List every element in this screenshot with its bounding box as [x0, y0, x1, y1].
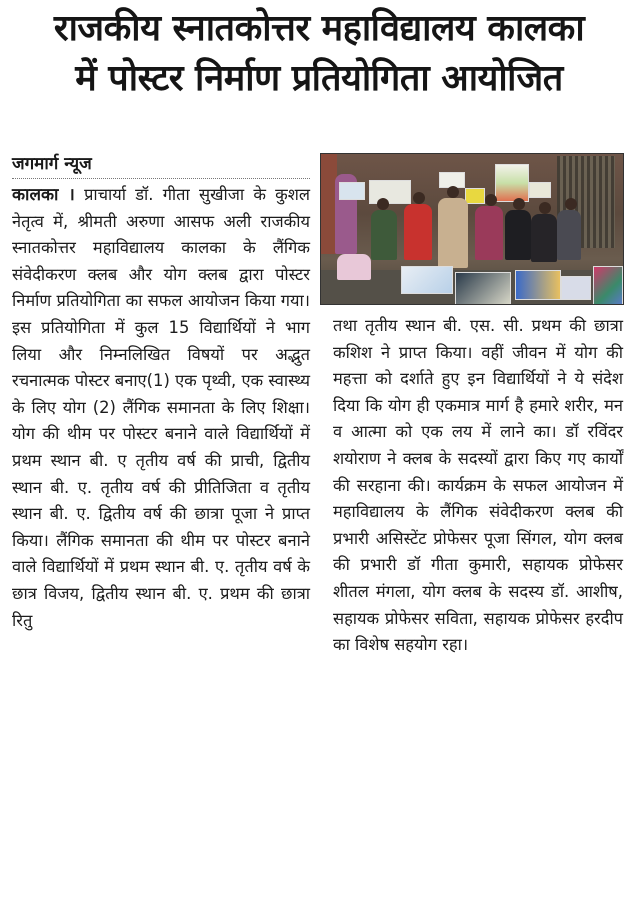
poster: [515, 270, 561, 300]
poster: [495, 164, 529, 202]
poster: [593, 266, 623, 305]
head: [413, 192, 425, 204]
head: [447, 186, 459, 198]
article-text-left: प्राचार्या डॉ. गीता सुखीजा के कुशल नेतृत्व में, श्रीमती अरुणा आसफ अली राजकीय स्नातकोत्तर महाविद्यालय कालका के लैंगिक संवेदीकरण क्लब और योग क्लब द्वारा पोस्टर निर्माण प्रतियोगिता का सफल आयोजन किया गया। इस प्रतियोगिता में कुल 15 विद्यार्थियों ने भाग लिया और निम्नलिखित विषयों पर अद्भुत रचनात्मक पोस्टर बनाए(1) एक पृथ्वी, एक स्वास्थ्य के लिए योग (2) लैंगिक समानता के लिए शिक्षा। योग की थीम पर पोस्टर बनाने वाले विद्यार्थियों में प्रथम स्थान बी. ए तृतीय वर्ष की प्राची, द्वितीय स्थान बी. ए. तृतीय वर्ष की प्रीतिजिता व तृतीय स्थान बी. ए. द्वितीय वर्ष की छात्रा पूजा ने प्राप्त किया। लैंगिक समानता की थीम पर पोस्टर बनाने वाले विद्यार्थियों में प्रथम स्थान बी. ए. तृतीय वर्ष के छात्र विजय, द्वितीय स्थान बी. ए. प्रथम की छात्रा रितु: [12, 185, 311, 630]
head: [377, 198, 389, 210]
headline-line-1: राजकीय स्नातकोत्तर महाविद्यालय कालका: [53, 8, 585, 49]
byline: जगमार्ग न्यूज: [12, 151, 310, 179]
head: [513, 198, 525, 210]
person: [438, 198, 468, 268]
person: [557, 210, 581, 260]
person: [371, 210, 397, 260]
article-photo: [320, 153, 624, 305]
article-column-right: [333, 313, 623, 659]
poster: [465, 188, 485, 204]
person: [531, 214, 557, 262]
poster: [455, 272, 511, 305]
poster: [561, 276, 591, 300]
person: [505, 210, 531, 260]
poster: [529, 182, 551, 198]
headline: [0, 4, 638, 104]
head: [539, 202, 551, 214]
head: [485, 194, 497, 206]
person: [337, 254, 371, 280]
poster: [401, 266, 453, 294]
poster: [339, 182, 365, 200]
person: [475, 206, 503, 260]
poster: [369, 180, 411, 204]
person: [404, 204, 432, 260]
headline-line-2: में पोस्टर निर्माण प्रतियोगिता आयोजित: [75, 58, 563, 99]
article-column-left: [12, 182, 310, 634]
dateline: कालका ।: [12, 185, 75, 205]
article-text-right: तथा तृतीय स्थान बी. एस. सी. प्रथम की छात्रा कशिश ने प्राप्त किया। वहीं जीवन में योग की महत्ता को दर्शाते हुए इन विद्यार्थियों ने ये संदेश दिया कि योग ही एकमात्र मार्ग है हमारे शरीर, मन व आत्मा को एक लय में लाने का। डॉ रविंदर शयोराण ने क्लब के सदस्यों द्वारा किए गए कार्यों की सरहाना की। कार्यक्रम के सफल आयोजन में महाविद्यालय के लैंगिक संवेदीकरण क्लब की प्रभारी असिस्टेंट प्रोफेसर पूजा सिंगल, योग क्लब की प्रभारी डॉ गीता कुमारी, सहायक प्रोफेसर शीतल मंगला, योग क्लब के सदस्य डॉ. आशीष, सहायक प्रोफेसर सविता, सहायक प्रोफेसर हरदीप का विशेष सहयोग रहा।: [333, 316, 623, 655]
head: [565, 198, 577, 210]
